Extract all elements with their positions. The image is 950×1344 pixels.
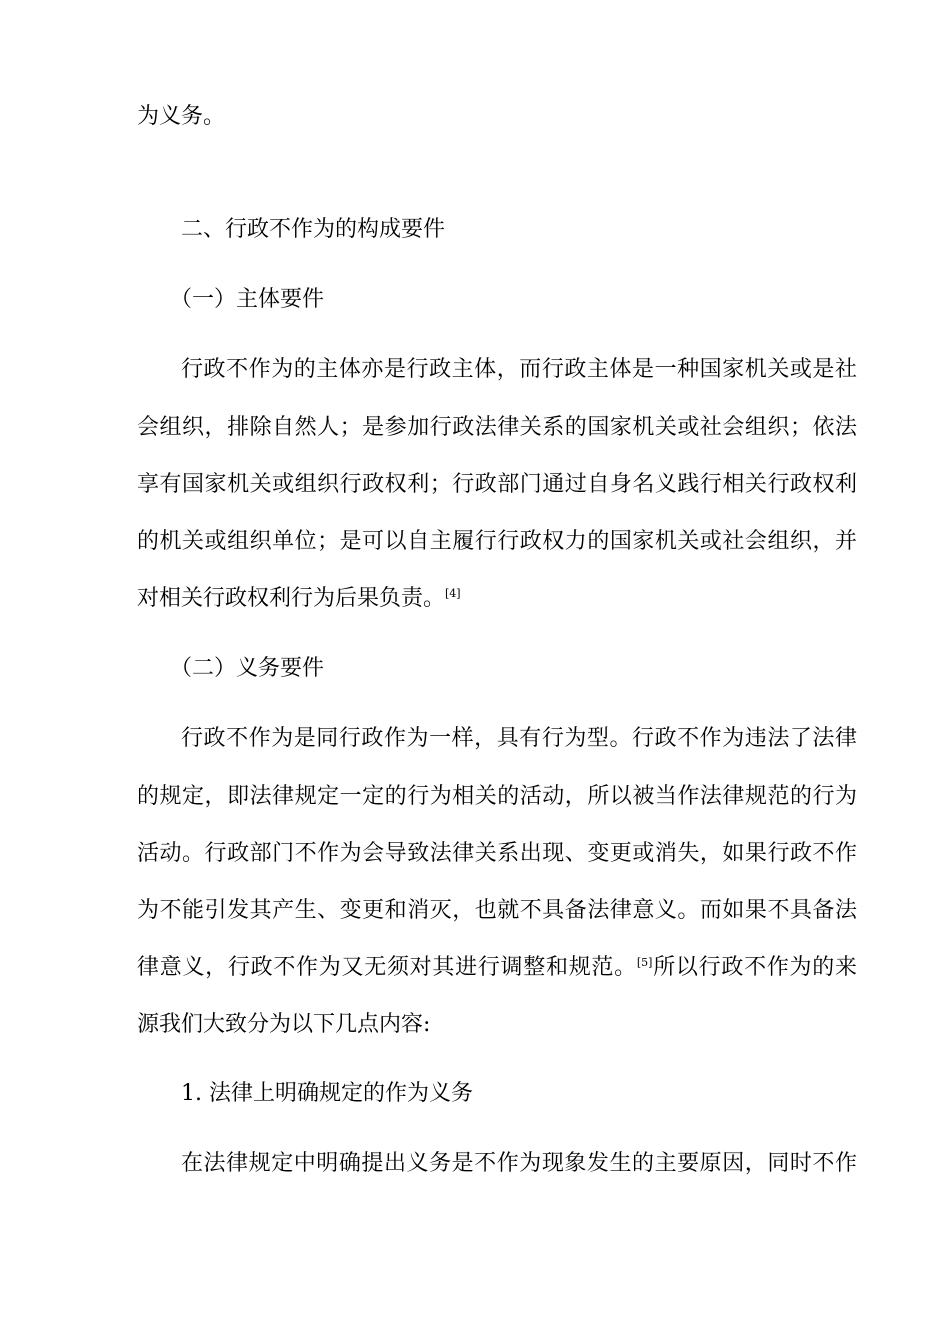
paragraph-line: 的机关或组织单位；是可以自主履行行政权力的国家机关或社会组织，并: [137, 529, 857, 554]
paragraph-line: [137, 953, 857, 983]
paragraph-line: 活动。行政部门不作为会导致法律关系出现、变更或消失，如果行政不作: [137, 841, 857, 866]
paragraph-line: 的规定，即法律规定一定的行为相关的活动，所以被当作法律规范的行为: [137, 784, 857, 809]
item-heading: 1. 法律上明确规定的作为义务: [181, 1081, 473, 1106]
paragraph-line: [137, 584, 857, 614]
section-heading: 二、行政不作为的构成要件: [181, 217, 446, 242]
paragraph-line: 在法律规定中明确提出义务是不作为现象发生的主要原因，同时不作: [181, 1151, 857, 1176]
paragraph-line: 会组织，排除自然人；是参加行政法律关系的国家机关或社会组织；依法: [137, 415, 857, 440]
line-text: 对相关行政权利行为后果负责。: [137, 586, 446, 611]
paragraph-line: 为不能引发其产生、变更和消灭，也就不具备法律意义。而如果不具备法: [137, 898, 857, 923]
subsection-heading: （二）义务要件: [170, 656, 325, 681]
paragraph-line: 为义务。: [137, 104, 226, 129]
paragraph-line: 源我们大致分为以下几点内容:: [137, 1012, 431, 1037]
line-text: 所以行政不作为的来: [652, 955, 857, 980]
paragraph-line: 享有国家机关或组织行政权利；行政部门通过自身名义践行相关行政权利: [137, 472, 857, 497]
paragraph-line: 行政不作为的主体亦是行政主体，而行政主体是一种国家机关或是社: [181, 357, 857, 382]
citation-marker: [4]: [445, 587, 461, 600]
subsection-heading: （一）主体要件: [170, 287, 325, 312]
paragraph-line: 行政不作为是同行政作为一样，具有行为型。行政不作为违法了法律: [181, 726, 857, 751]
line-text: 律意义，行政不作为又无须对其进行调整和规范。: [137, 955, 637, 980]
citation-marker: [5]: [636, 956, 653, 969]
